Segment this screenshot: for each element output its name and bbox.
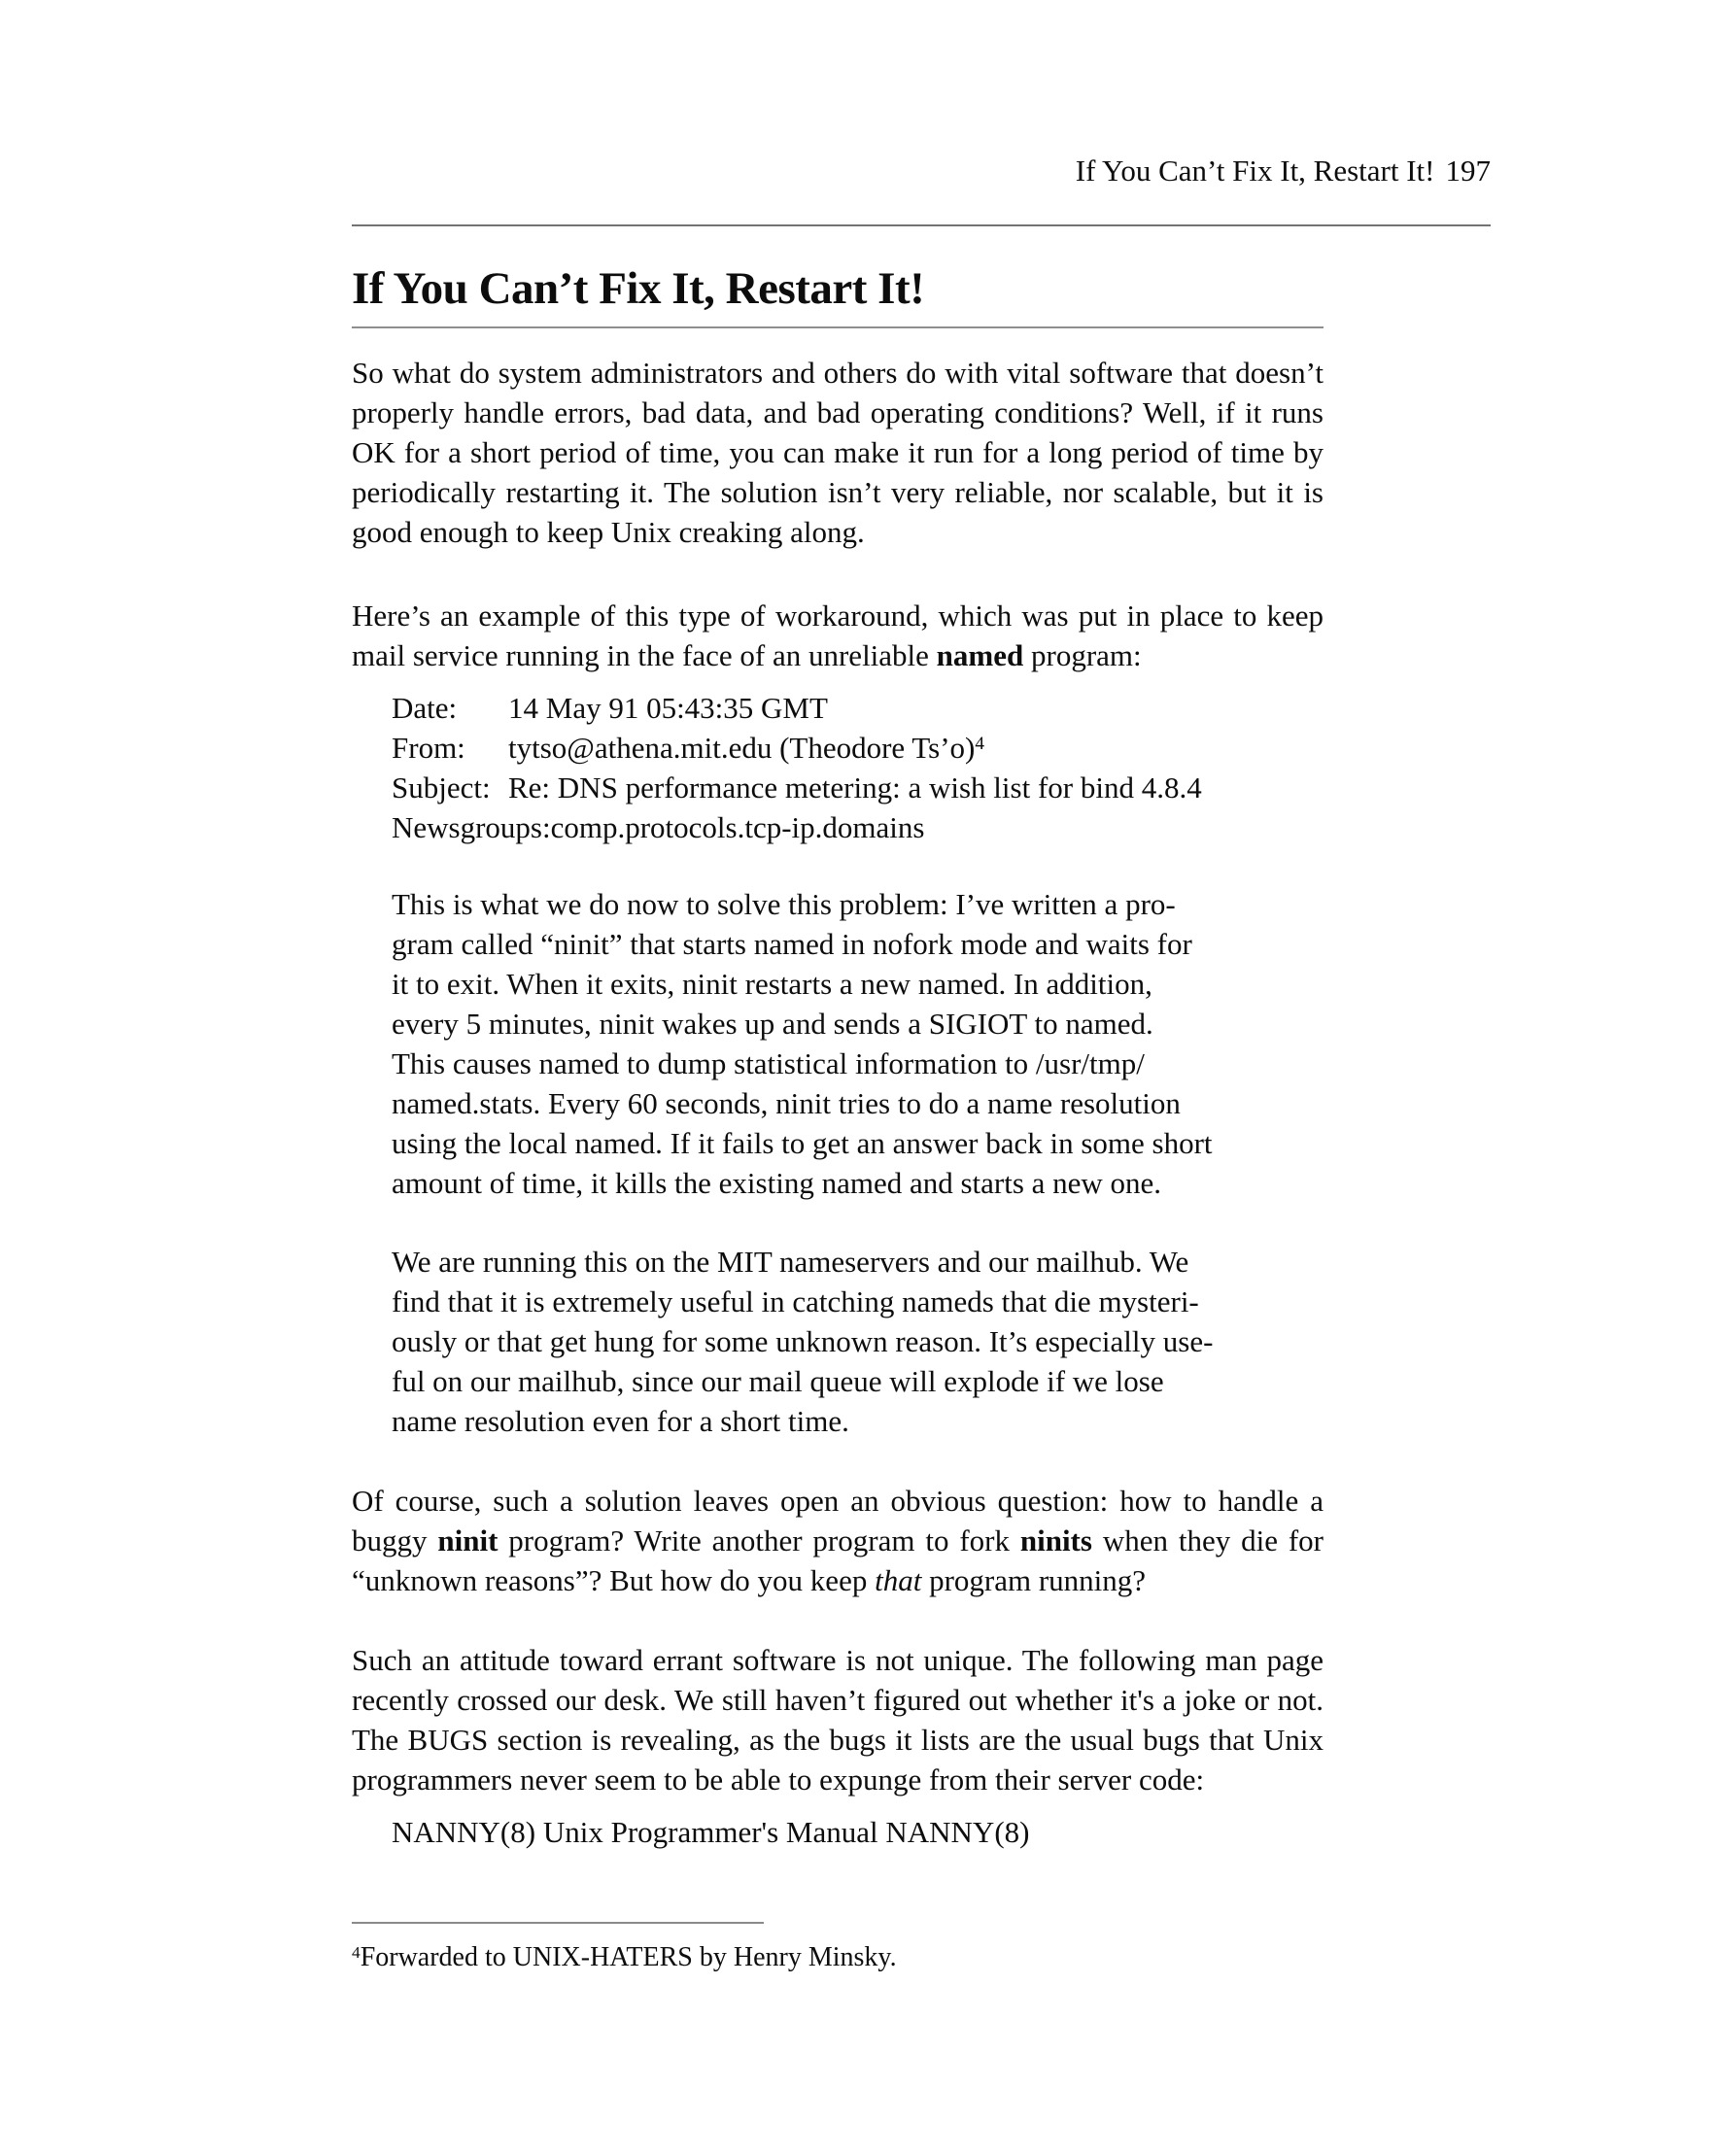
email-header-row — [392, 728, 1324, 768]
body-paragraph-man-page-lead: Such an attitude toward errant software is not unique. The following man page recently crossed our desk. We still haven’t figured out whether it's a joke or not. The BUGS section is revealing, as the bugs it lists are the usual bugs that Unix programmers never seem to be able to expunge from their server code: — [352, 1643, 1324, 1797]
quote-line: We are running this on the MIT nameservers and our mailhub. We — [392, 1245, 1189, 1279]
footnote-area — [352, 1922, 1324, 1976]
quote-line: using the local named. If it fails to get an answer back in some short — [392, 1126, 1213, 1160]
page-header — [352, 154, 1491, 188]
quote-line: ously or that get hung for some unknown reason. It’s especially use- — [392, 1324, 1214, 1358]
email-header-value: comp.protocols.tcp-ip.domains — [550, 810, 925, 844]
email-header-row — [392, 807, 1324, 847]
quote-line: name resolution even for a short time. — [392, 1404, 849, 1438]
quote-line: This is what we do now to solve this problem: I’ve written a pro- — [392, 887, 1176, 921]
running-title: If You Can’t Fix It, Restart It! — [1075, 154, 1435, 188]
footnote-rule — [352, 1922, 764, 1924]
chapter-title-rule — [352, 326, 1324, 328]
body-paragraph-example-lead: Here’s an example of this type of workaround, which was put in place to keep mail service running in the face of an unreliable named program: — [352, 599, 1324, 672]
man-page-title-line: NANNY(8) Unix Programmer's Manual NANNY(8) — [392, 1815, 1030, 1849]
email-header-value: Re: DNS performance metering: a wish list for bind 4.8.4 — [508, 770, 1202, 804]
email-header-row — [392, 688, 1324, 728]
quote-line: every 5 minutes, ninit wakes up and sends a SIGIOT to named. — [392, 1007, 1153, 1041]
page-content — [352, 353, 1324, 1852]
email-header-value: 14 May 91 05:43:35 GMT — [508, 691, 828, 725]
quote-line: find that it is extremely useful in catching nameds that die mysteri- — [392, 1284, 1199, 1318]
footnote — [352, 1939, 1324, 1976]
quoted-email-paragraph-1 — [352, 884, 1324, 1203]
quoted-email-paragraph-2 — [352, 1242, 1324, 1441]
quote-line: ful on our mailhub, since our mail queue will explode if we lose — [392, 1364, 1164, 1398]
chapter-title: If You Can’t Fix It, Restart It! — [352, 263, 925, 314]
quote-line: amount of time, it kills the existing named and starts a new one. — [392, 1166, 1162, 1200]
email-header-label: Subject: — [392, 770, 491, 804]
page-number: 197 — [1445, 154, 1491, 188]
quote-line: named.stats. Every 60 seconds, ninit tries to do a name resolution — [392, 1086, 1181, 1120]
email-header-label: Newsgroups: — [392, 810, 551, 844]
quote-line: it to exit. When it exits, ninit restarts a new named. In addition, — [392, 967, 1152, 1001]
body-paragraph-intro: So what do system administrators and others do with vital software that doesn’t properly handle errors, bad data, and bad operating conditions? Well, if it runs OK for a short period of time, you can make it run for a long period of time by periodically restarting it. The solution isn’t very reliable, nor scalable, but it is good enough to keep Unix creaking along. — [352, 356, 1324, 549]
quote-line: This causes named to dump statistical information to /usr/tmp/ — [392, 1046, 1145, 1080]
email-header-label: Date: — [392, 691, 458, 725]
header-rule — [352, 224, 1491, 226]
email-header-label: From: — [392, 731, 465, 765]
footnote-text: Forwarded to UNIX-HATERS by Henry Minsky. — [360, 1942, 897, 1972]
quote-line: gram called “ninit” that starts named in nofork mode and waits for — [392, 927, 1192, 961]
email-header-block — [352, 688, 1324, 847]
footnote-ref: 4 — [352, 1943, 361, 1963]
email-header-row — [392, 768, 1324, 807]
body-paragraph-ninit-question: Of course, such a solution leaves open an obvious question: how to handle a buggy ninit program? Write another program to fork ninits when they die for “unknown reasons”? But how do you keep that program running? — [352, 1484, 1324, 1597]
email-header-value: tytso@athena.mit.edu (Theodore Ts’o)$^4$ — [508, 731, 984, 765]
